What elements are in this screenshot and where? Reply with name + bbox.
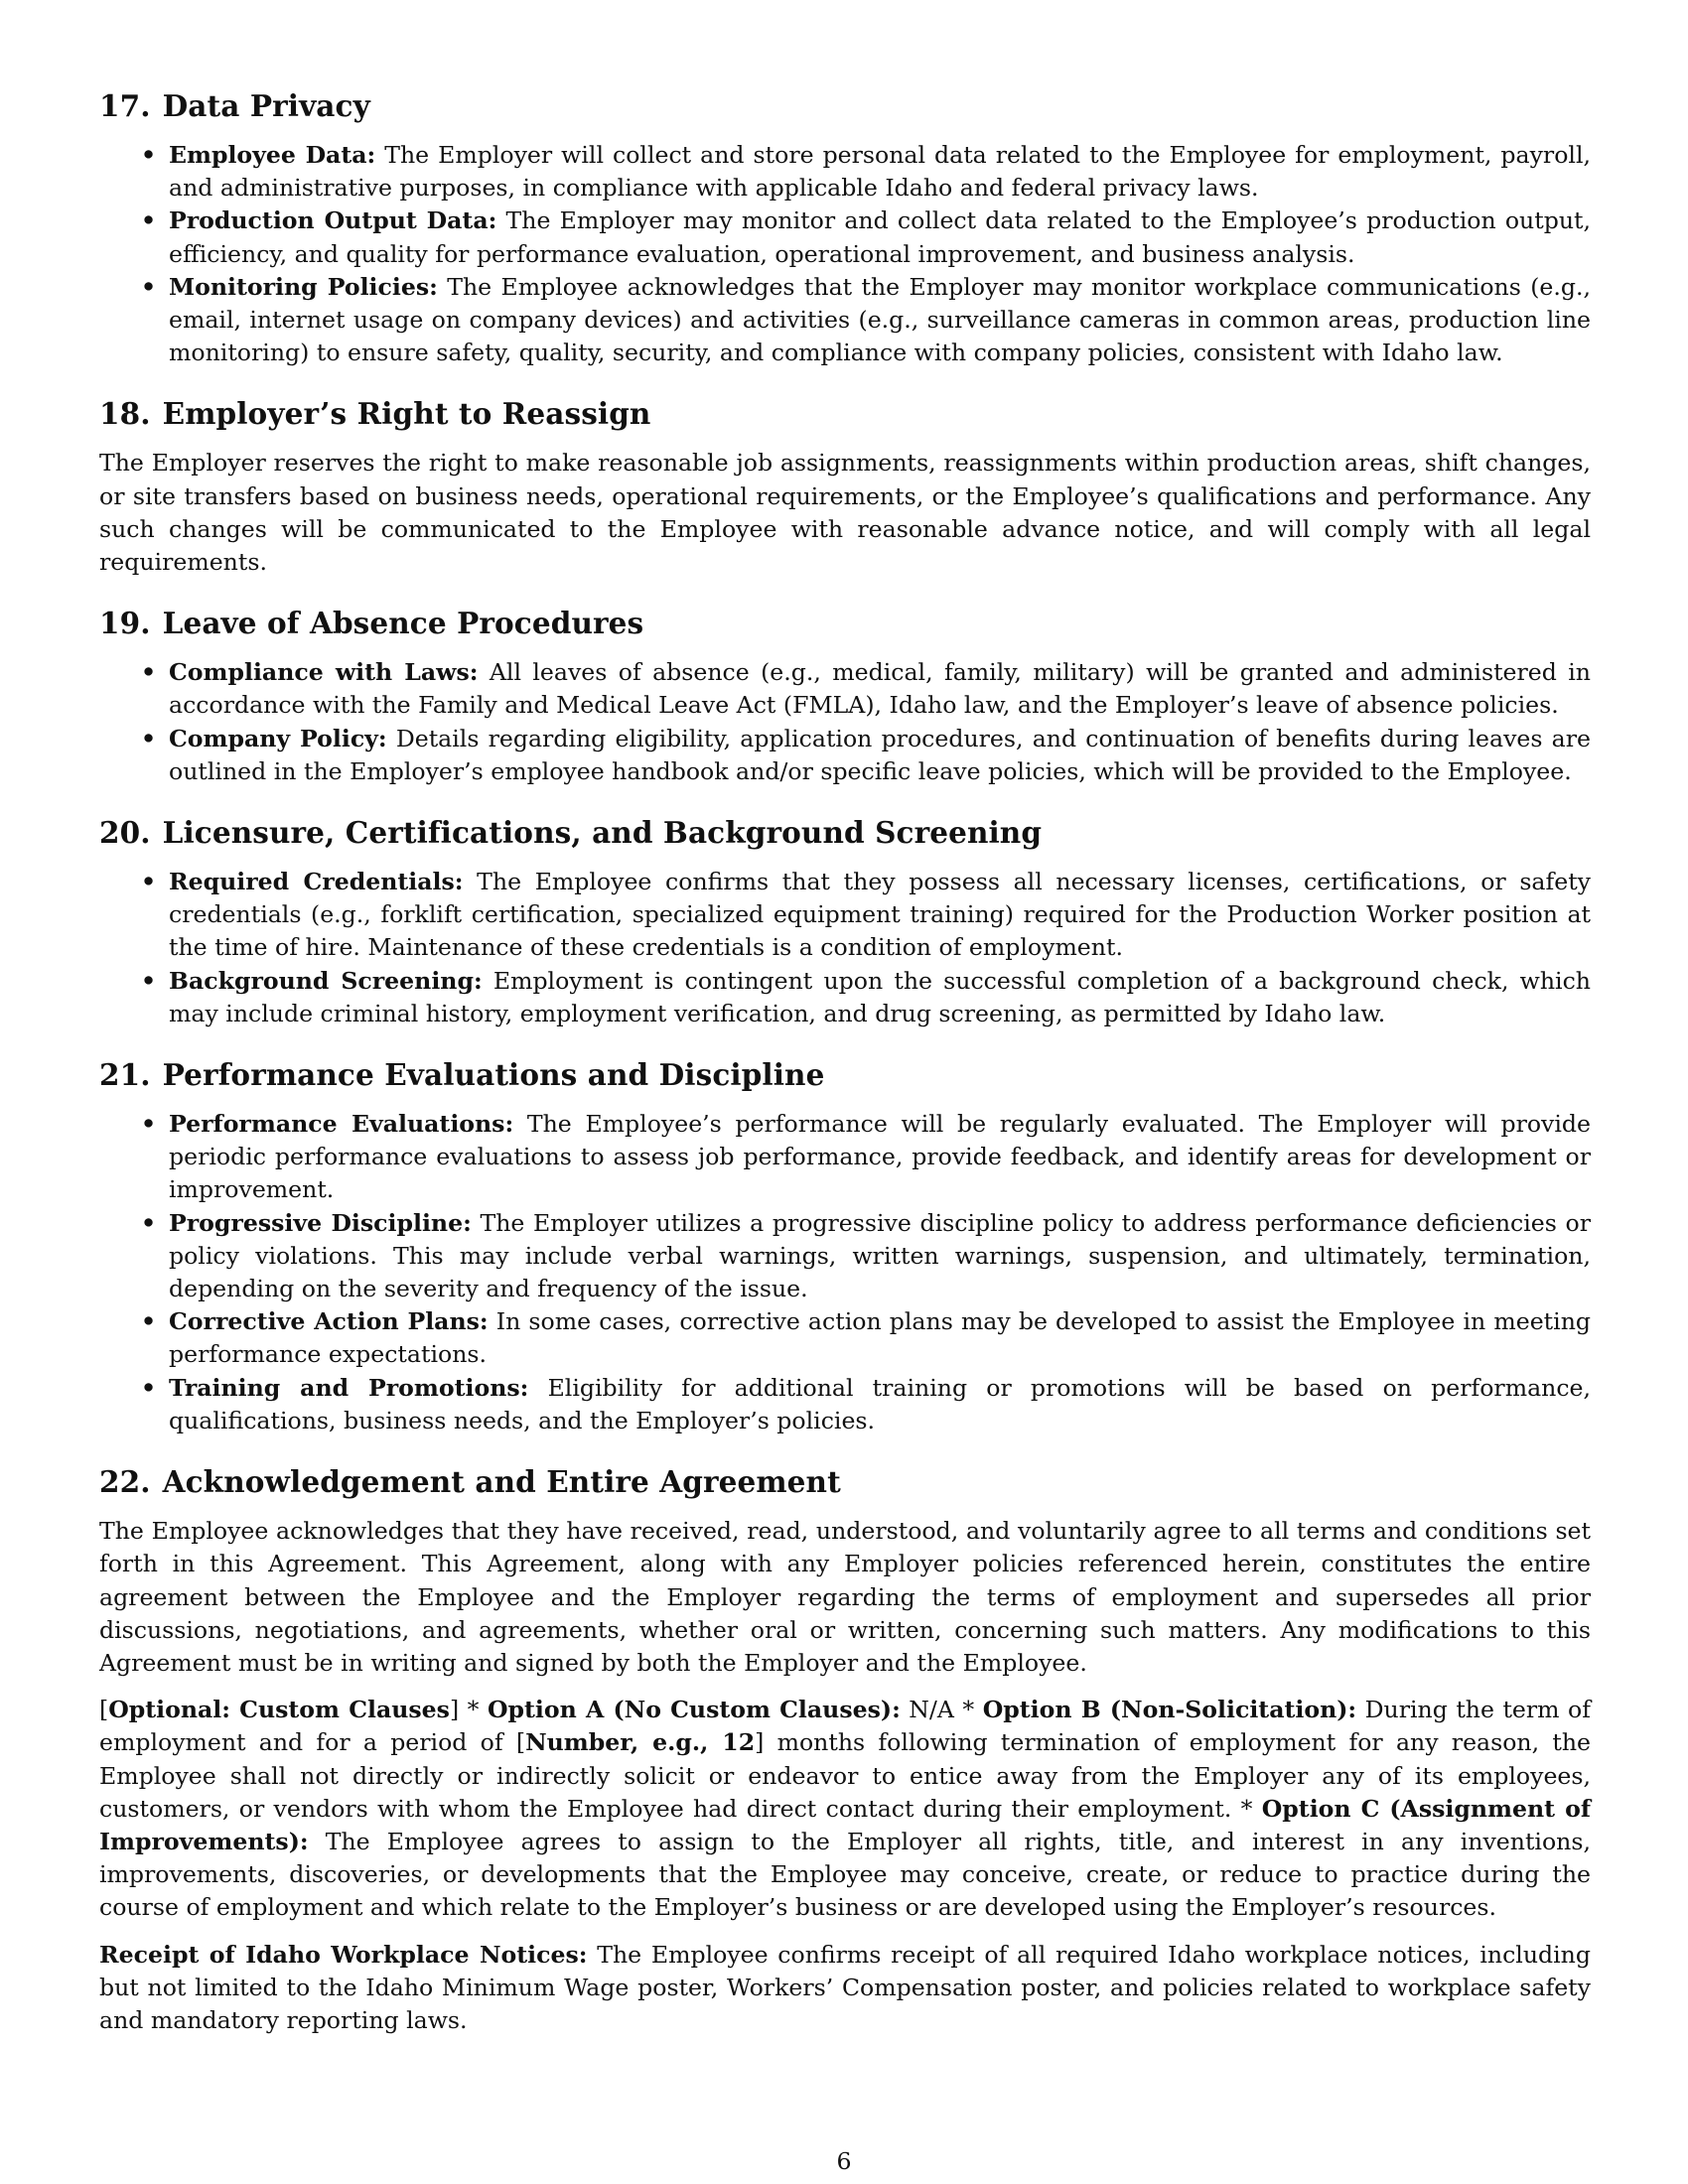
- item-text: All leaves of absence (e.g., medical, family, military) will be granted and administered in accordance with the Family and Medical Leave Act (FMLA), Idaho law, and the Employer’s leave of absence policies.: [169, 658, 1592, 720]
- section-title: Data Privacy: [162, 88, 370, 123]
- list-item: [169, 723, 1591, 788]
- section-number: 22.: [99, 1464, 151, 1500]
- bullet-list: [99, 656, 1591, 788]
- section-number: 17.: [99, 88, 151, 123]
- receipt-label: Receipt of Idaho Workplace Notices:: [99, 1940, 588, 1969]
- item-label: Background Screening:: [169, 966, 483, 995]
- bullet-list: [99, 1108, 1591, 1437]
- item-label: Compliance with Laws:: [169, 658, 479, 687]
- option-b-text: During the term of employment and for a period of [: [99, 1696, 1591, 1757]
- page-number: 6: [836, 2147, 852, 2175]
- item-label: Progressive Discipline:: [169, 1208, 472, 1237]
- list-item: [169, 866, 1591, 965]
- bracket-close: ] *: [449, 1696, 488, 1724]
- list-item: [169, 271, 1591, 370]
- section-title: Employer’s Right to Reassign: [162, 396, 651, 432]
- document-page: [99, 87, 1591, 2063]
- item-text: The Employer utilizes a progressive discipline policy to address performance deficiencies or policy violations. This may include verbal warnings, written warnings, suspension, and ultimately, termination, depending on the severity and frequency of the issue.: [169, 1208, 1591, 1303]
- section-17: [99, 87, 1591, 369]
- section-number: 19.: [99, 606, 151, 641]
- item-label: Monitoring Policies:: [169, 272, 438, 301]
- section-number: 21.: [99, 1057, 151, 1093]
- item-text: The Employer will collect and store personal data related to the Employee for employment, payroll, and administrative purposes, in compliance with applicable Idaho and federal privacy laws.: [169, 141, 1592, 203]
- item-label: Performance Evaluations:: [169, 1110, 514, 1139]
- section-title: Performance Evaluations and Discipline: [162, 1057, 825, 1093]
- receipt-paragraph: [99, 1939, 1591, 2038]
- section-heading: [99, 87, 1591, 125]
- list-item: [169, 205, 1591, 270]
- item-text: Eligibility for additional training or promotions will be based on performance, qualifications, business needs, and the Employer’s policies.: [169, 1373, 1592, 1434]
- section-title: Licensure, Certifications, and Background Screening: [162, 815, 1043, 851]
- option-c-label: Option C (Assignment of Improvements):: [99, 1794, 1591, 1855]
- item-label: Company Policy:: [169, 724, 387, 752]
- section-heading: [99, 1463, 1591, 1501]
- bullet-list: [99, 866, 1591, 1030]
- custom-clauses-paragraph: [99, 1694, 1591, 1924]
- section-heading: [99, 814, 1591, 852]
- item-label: Production Output Data:: [169, 206, 497, 235]
- item-text: The Employer may monitor and collect data related to the Employee’s production output, efficiency, and quality for performance evaluation, operational improvement, and business analysis.: [169, 206, 1592, 268]
- section-title: Leave of Absence Procedures: [162, 606, 644, 641]
- optional-label: Optional: Custom Clauses: [108, 1696, 450, 1724]
- section-heading: [99, 1056, 1591, 1094]
- list-item: [169, 656, 1591, 722]
- option-c-text: The Employee agrees to assign to the Employer all rights, title, and interest in any inventions, improvements, discoveries, or developments that the Employee may conceive, create, or reduce to practice during the course of employment and which relate to the Employer’s business or are developed using the Employer’s resources.: [99, 1827, 1591, 1922]
- item-text: In some cases, corrective action plans may be developed to assist the Employee in meeting performance expectations.: [169, 1307, 1591, 1369]
- option-b-number: Number, e.g., 12: [525, 1728, 756, 1757]
- receipt-text: The Employee confirms receipt of all required Idaho workplace notices, including but not limited to the Idaho Minimum Wage poster, Workers’ Compensation poster, and policies related to workplace safety and mandatory reporting laws.: [99, 1940, 1591, 2034]
- list-item: [169, 1207, 1591, 1306]
- list-item: [169, 1372, 1591, 1437]
- section-21: [99, 1056, 1591, 1437]
- item-text: The Employee acknowledges that the Employer may monitor workplace communications (e.g., email, internet usage on company devices) and activities (e.g., surveillance cameras in common areas, production line monitoring) to ensure safety, quality, security, and compliance with company policies, consistent with Idaho law.: [169, 272, 1591, 367]
- option-a-text: N/A *: [900, 1696, 983, 1724]
- section-number: 20.: [99, 815, 151, 851]
- list-item: [169, 1305, 1591, 1371]
- section-20: [99, 814, 1591, 1030]
- item-text: The Employee confirms that they possess all necessary licenses, certifications, or safety credentials (e.g., forklift certification, specialized equipment training) required for the Production Worker position at the time of hire. Maintenance of these credentials is a condition of employment.: [169, 868, 1591, 962]
- item-label: Training and Promotions:: [169, 1373, 529, 1402]
- item-text: The Employee’s performance will be regularly evaluated. The Employer will provide periodic performance evaluations to assess job performance, provide feedback, and identify areas for development or improvement.: [169, 1110, 1591, 1204]
- option-a-label: Option A (No Custom Clauses):: [487, 1696, 901, 1724]
- section-22: [99, 1463, 1591, 2037]
- section-19: [99, 605, 1591, 788]
- section-heading: [99, 395, 1591, 433]
- item-text: Employment is contingent upon the successful completion of a background check, which may include criminal history, employment verification, and drug screening, as permitted by Idaho law.: [169, 966, 1591, 1027]
- bullet-list: [99, 139, 1591, 369]
- section-body: The Employee acknowledges that they have received, read, understood, and voluntarily agree to all terms and conditions set forth in this Agreement. This Agreement, along with any Employer policies referenced herein, constitutes the entire agreement between the Employee and the Employer regarding the terms of employment and supersedes all prior discussions, negotiations, and agreements, whether oral or written, concerning such matters. Any modifications to this Agreement must be in writing and signed by both the Employer and the Employee.: [99, 1517, 1591, 1677]
- option-b-label: Option B (Non-Solicitation):: [982, 1696, 1357, 1724]
- option-b-text-continued: ] months following termination of employment for any reason, the Employee shall not directly or indirectly solicit or endeavor to entice away from the Employer any of its employees, customers, or vendors with whom the Employee had direct contact during their employment. *: [99, 1728, 1592, 1823]
- section-title: Acknowledgement and Entire Agreement: [162, 1464, 841, 1500]
- list-item: [169, 1108, 1591, 1207]
- item-label: Corrective Action Plans:: [169, 1307, 489, 1336]
- list-item: [169, 965, 1591, 1030]
- section-number: 18.: [99, 396, 151, 432]
- item-text: Details regarding eligibility, application procedures, and continuation of benefits during leaves are outlined in the Employer’s employee handbook and/or specific leave policies, which will be provided to the Employee.: [169, 724, 1591, 785]
- section-18: [99, 395, 1591, 579]
- item-label: Required Credentials:: [169, 868, 464, 896]
- list-item: [169, 139, 1591, 205]
- section-heading: [99, 605, 1591, 642]
- bracket-open: [: [99, 1696, 109, 1724]
- section-body: The Employer reserves the right to make reasonable job assignments, reassignments within production areas, shift changes, or site transfers based on business needs, operational requirements, or the Employee’s qualifications and performance. Any such changes will be communicated to the Employee with reasonable advance notice, and will comply with all legal requirements.: [99, 449, 1591, 577]
- item-label: Employee Data:: [169, 141, 376, 169]
